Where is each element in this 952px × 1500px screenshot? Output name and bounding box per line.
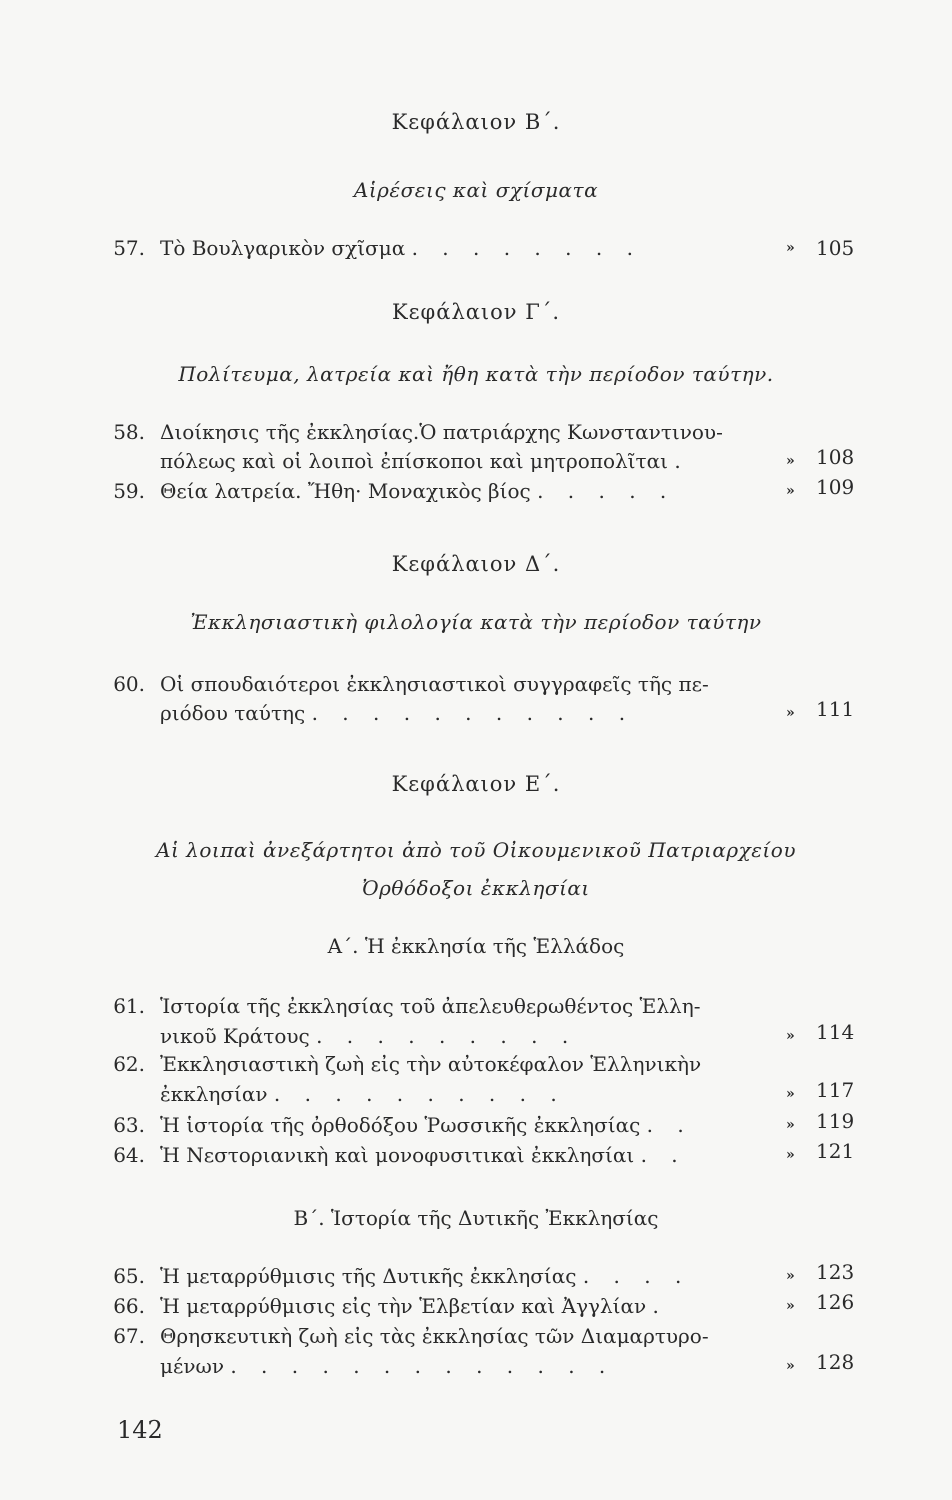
chapter-subtitle-e-line2: Ὀρθόδοξοι ἐκκλησίαι xyxy=(362,876,590,900)
entry-number: 62. xyxy=(113,1052,145,1076)
chapter-subtitle-c: Πολίτευμα, λατρεία καὶ ἤθη κατὰ τὴν περίοδον ταύτην. xyxy=(178,362,774,386)
entry-title: Ἡ ἱστορία τῆς ὀρθοδόξου Ῥωσσικῆς ἐκκλησίας . . xyxy=(160,1113,693,1137)
entry-arrow: » xyxy=(786,453,795,469)
entry-arrow: » xyxy=(786,705,795,721)
entry-number: 58. xyxy=(113,420,145,444)
entry-arrow: » xyxy=(786,1268,795,1284)
entry-number: 63. xyxy=(113,1113,145,1137)
entry-title: Ἡ Νεστοριανικὴ καὶ μονοφυσιτικαὶ ἐκκλησίαι . . xyxy=(160,1143,687,1167)
entry-title: Ἡ μεταρρύθμισις τῆς Δυτικῆς ἐκκλησίας . . . . xyxy=(160,1264,691,1288)
chapter-subtitle-e-line1: Αἱ λοιπαὶ ἀνεξάρτητοι ἀπὸ τοῦ Οἰκουμενικοῦ Πατριαρχείου xyxy=(156,838,796,862)
entry-number: 65. xyxy=(113,1264,145,1288)
entry-title-line1: Οἱ σπουδαιότεροι ἐκκλησιαστικοὶ συγγραφεῖς τῆς πε- xyxy=(160,672,709,696)
entry-title: Ἡ μεταρρύθμισις εἰς τὴν Ἑλβετίαν καὶ Ἀγγλίαν . xyxy=(160,1294,668,1318)
entry-title-line1: Ἱστορία τῆς ἐκκλησίας τοῦ ἀπελευθερωθέντος Ἑλλη- xyxy=(160,994,701,1018)
entry-title-line2: ριόδου ταύτης . . . . . . . . . . . xyxy=(160,701,635,725)
entry-page: 114 xyxy=(816,1020,855,1044)
entry-arrow: » xyxy=(786,483,795,499)
entry-title-line2: πόλεως καὶ οἱ λοιποὶ ἐπίσκοποι καὶ μητροπολῖται . xyxy=(160,449,690,473)
entry-arrow: » xyxy=(786,240,795,256)
entry-arrow: » xyxy=(786,1086,795,1102)
chapter-heading-c: Κεφάλαιον Γ΄. xyxy=(391,300,560,324)
entry-title-line1: Ἐκκλησιαστικὴ ζωὴ εἰς τὴν αὐτοκέφαλον Ἑλληνικὴν xyxy=(160,1052,702,1076)
entry-number: 57. xyxy=(113,236,145,260)
chapter-subtitle-b: Αἱρέσεις καὶ σχίσματα xyxy=(353,178,599,202)
entry-page: 109 xyxy=(816,475,855,499)
entry-arrow: » xyxy=(786,1358,795,1374)
entry-page: 121 xyxy=(816,1139,855,1163)
chapter-subtitle-d: Ἐκκλησιαστικὴ φιλολογία κατὰ τὴν περίοδον ταύτην xyxy=(190,610,762,634)
entry-title: Τὸ Βουλγαρικὸν σχῖσμα . . . . . . . . xyxy=(160,236,642,260)
entry-title-line2: ἐκκλησίαν . . . . . . . . . . xyxy=(160,1082,566,1106)
entry-title-line1: Θρησκευτικὴ ζωὴ εἰς τὰς ἐκκλησίας τῶν Διαμαρτυρο- xyxy=(160,1324,709,1348)
entry-page: 126 xyxy=(816,1290,855,1314)
section-heading-b: Β΄. Ἱστορία τῆς Δυτικῆς Ἐκκλησίας xyxy=(293,1206,659,1230)
entry-title: Θεία λατρεία. Ἤθη· Μοναχικὸς βίος . . . . . xyxy=(160,479,676,503)
entry-number: 59. xyxy=(113,479,145,503)
chapter-heading-b: Κεφάλαιον Β΄. xyxy=(391,110,561,134)
chapter-heading-e: Κεφάλαιον Ε΄. xyxy=(391,772,561,796)
entry-number: 60. xyxy=(113,672,145,696)
entry-arrow: » xyxy=(786,1117,795,1133)
entry-page: 128 xyxy=(816,1350,855,1374)
page-number: 142 xyxy=(117,1416,163,1444)
entry-arrow: » xyxy=(786,1147,795,1163)
chapter-heading-d: Κεφάλαιον Δ΄. xyxy=(391,552,561,576)
entry-arrow: » xyxy=(786,1028,795,1044)
entry-number: 64. xyxy=(113,1143,145,1167)
entry-page: 119 xyxy=(816,1109,855,1133)
section-heading-a: Α΄. Ἡ ἐκκλησία τῆς Ἑλλάδος xyxy=(327,934,625,958)
entry-number: 67. xyxy=(113,1324,145,1348)
entry-page: 117 xyxy=(816,1078,855,1102)
entry-number: 66. xyxy=(113,1294,145,1318)
entry-page: 108 xyxy=(816,445,855,469)
entry-page: 123 xyxy=(816,1260,855,1284)
entry-arrow: » xyxy=(786,1298,795,1314)
entry-title-line1: Διοίκησις τῆς ἐκκλησίας.Ὁ πατριάρχης Κωνσταντινου- xyxy=(160,420,723,444)
entry-number: 61. xyxy=(113,994,145,1018)
entry-title-line2: μένων . . . . . . . . . . . . . xyxy=(160,1354,615,1378)
entry-title-line2: νικοῦ Κράτους . . . . . . . . . xyxy=(160,1024,578,1048)
entry-page: 111 xyxy=(816,697,855,721)
entry-page: 105 xyxy=(816,236,855,260)
